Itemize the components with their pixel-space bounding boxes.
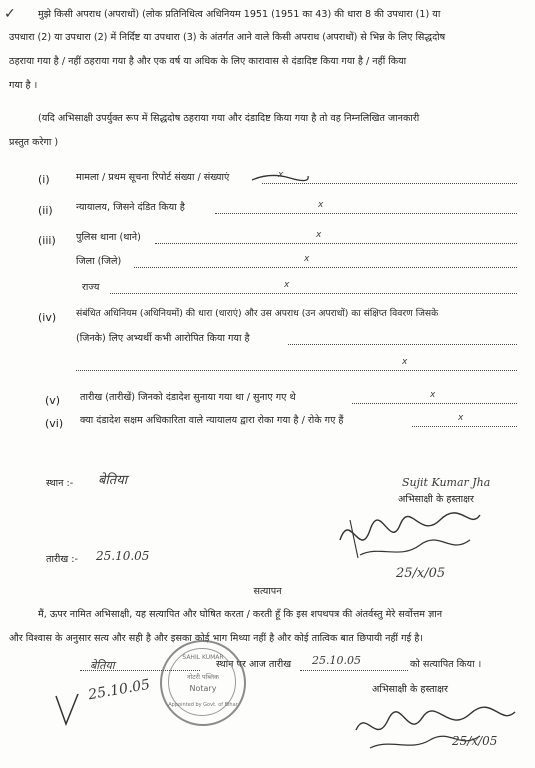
item-iv-blank-1 [288,344,517,345]
stamp-top-text: SAHIL KUMAR [182,654,224,661]
item-ii-cross-mark: x [318,200,324,210]
tick-mark-icon: ✓ [4,6,16,22]
deponent-signature-label: अभिसाक्षी के हस्ताक्षर [398,494,474,505]
item-vi-cross-mark: x [458,413,464,423]
item-iii-state-label: राज्य [82,282,100,293]
signature-date: 25/x/05 [396,566,446,581]
item-ii-number: (ii) [38,204,53,217]
item-i-cross-mark: x [278,170,284,180]
item-i-label: मामला / प्रथम सूचना रिपोर्ट संख्या / संख्याएं [76,172,230,183]
item-iii-police-blank [155,243,517,244]
item-iv-line-1: संबंधित अधिनियम (अधिनियमों) की धारा (धाराएं) और उस अपराध (उन अपराधों) का संक्षिप्त विवरण जिसके [76,308,439,319]
verification-line-2: और विश्वास के अनुसार सत्य और सही है और इसका कोई भाग मिथ्या नहीं है और कोई तात्विक बात छिपायी नहीं गई है। [9,633,423,644]
verification-date-handwritten: 25.10.05 [312,654,361,667]
item-v-blank [352,403,517,404]
stamp-bottom-text: Appointed by Govt. of Bihar [168,702,238,708]
item-i-number: (i) [38,173,50,186]
verification-line-3-part-2: को सत्यापित किया । [410,659,482,670]
note-line-1: (यदि अभिसाक्षी उपर्युक्त रूप में सिद्धदोष ठहराया गया और दंडादिष्ट किया गया है तो वह निम्नलिखित जानकारी [38,113,420,124]
item-v-cross-mark: x [430,390,436,400]
verification-line-1: मैं, ऊपर नामित अभिसाक्षी, यह सत्यापित और घोषित करता / करती हूँ कि इस शपथपत्र की अंतर्वस्तु मेरे सर्वोत्तम ज्ञान [38,609,443,620]
item-iii-number: (iii) [38,234,56,247]
item-iv-line-2: (जिनके) लिए अभ्यर्थी कभी आरोपित किया गया है [76,333,250,344]
signature-bottom-date: 25/x/05 [452,734,498,748]
item-iii-district-cross-mark: x [304,254,310,264]
stamp-word: Notary [189,684,217,693]
deponent-signature-bottom-icon [350,700,520,762]
signature-top: Sujit Kumar Jha [402,476,491,489]
deponent-signature-label-bottom: अभिसाक्षी के हस्ताक्षर [372,684,448,695]
date-label: तारीख :- [46,554,78,565]
item-iii-police-cross-mark: x [316,230,322,240]
item-iii-district-blank [134,267,517,268]
item-v-number: (v) [45,394,61,407]
stamp-middle-text: नोटरी पब्लिक [186,673,219,681]
place-label: स्थान :- [46,478,74,489]
item-ii-blank [215,213,517,214]
initials-icon [52,690,92,730]
item-iii-district-label: जिला (जिले) [76,256,122,267]
intro-line-3: ठहराया गया है / नहीं ठहराया गया है और एक वर्ष या अधिक के लिए कारावास से दंडादिष्ट किया गया है / नहीं किया [9,56,407,67]
notary-stamp [160,640,246,726]
verification-heading: सत्यापन [253,586,282,597]
item-vi-number: (vi) [45,417,64,430]
date-handwritten: 25.10.05 [96,549,150,563]
item-iii-state-blank [110,293,517,294]
item-iii-label: पुलिस थाना (थाने) [76,232,141,243]
intro-line-4: गया है । [9,80,38,91]
intro-line-1: मुझे किसी अपराध (अपराधों) (लोक प्रतिनिधित्व अधिनियम 1951 (1951 का 43) की धारा 8 की उपधारा (1) या [38,9,441,20]
verification-line-3-part-1: स्थान पर आज तारीख [216,659,292,670]
verification-date-blank [300,670,408,671]
verification-place-handwritten: बेतिया [90,659,115,672]
left-date-handwritten: 25.10.05 [87,676,152,704]
intro-line-2: उपधारा (2) या उपधारा (2) में निर्दिष्ट या उपधारा (3) के अंतर्गत आने वाले किसी अपराध (अपराधों) से भिन्न के लिए सिद्धदोष [9,32,446,43]
item-v-label: तारीख (तारीखें) जिनको दंडादेश सुनाया गया था / सुनाए गए थे [80,392,296,403]
item-iii-state-cross-mark: x [284,280,290,290]
note-line-2: प्रस्तुत करेगा ) [9,137,59,148]
item-iv-cross-mark: x [402,357,408,367]
item-iv-blank-2 [76,370,517,371]
item-vi-label: क्या दंडादेश सक्षम अधिकारिता वाले न्यायालय द्वारा रोका गया है / रोके गए हैं [80,415,344,426]
item-vi-blank [412,426,517,427]
place-handwritten: बेतिया [98,473,128,488]
item-ii-label: न्यायालय, जिसने दंडित किया है [76,202,185,213]
item-iv-number: (iv) [38,311,57,324]
